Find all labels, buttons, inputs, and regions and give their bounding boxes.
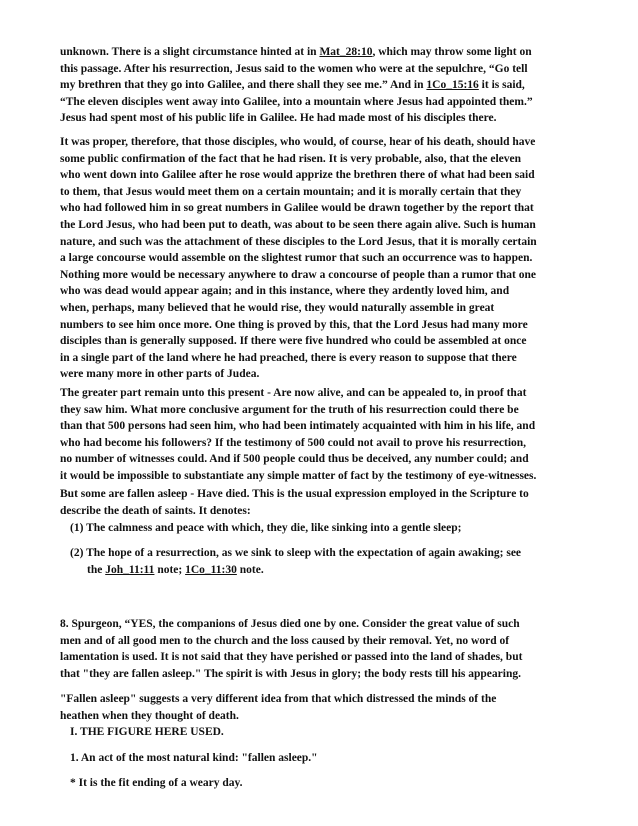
text-run: than that 500 persons had seen him, who had been intimately acquainted with him in his life, and	[60, 420, 536, 433]
text-run: (1) The calmness and peace with which, they die, like sinking into a gentle sleep;	[70, 522, 462, 534]
text-line	[60, 649, 580, 666]
paragraph-spurgeon	[60, 616, 580, 682]
text-run: that "they are fallen asleep." The spirit is with Jesus in glory; the body rests till his appearing.	[60, 667, 521, 680]
text-line	[60, 44, 580, 61]
text-run: a large concourse would assemble on the slightest rumor that such an occurrence was to happen.	[60, 252, 533, 265]
text-line	[60, 418, 580, 435]
text-run: it would be impossible to substantiate any simple matter of fact by the testimony of eye-witnesses.	[60, 469, 537, 482]
text-run: the	[87, 564, 106, 576]
text-line	[60, 333, 580, 350]
bullet-weary-day	[70, 775, 590, 792]
text-run: describe the death of saints. It denotes:	[60, 504, 251, 517]
text-run: disciples than is generally supposed. If there were five hundred who could be assembled at once	[60, 335, 527, 348]
text-line	[60, 616, 580, 633]
text-run: lamentation is used. It is not said that they have perished or passed into the land of shades, but	[60, 651, 523, 664]
text-run: were many more in other parts of Judea.	[60, 368, 260, 381]
scripture-link[interactable]: 1Co_15:16	[426, 79, 479, 92]
text-run: The greater part remain unto this present - Are now alive, and can be appealed to, in proof that	[60, 387, 527, 399]
text-line	[70, 775, 590, 792]
text-line	[60, 691, 580, 708]
text-line	[60, 708, 580, 725]
text-run: (2) The hope of a resurrection, as we sink to sleep with the expectation of again awaking; see	[70, 547, 522, 559]
text-line	[87, 562, 607, 579]
text-line	[60, 200, 580, 217]
text-run: unknown. There is a slight circumstance hinted at in	[60, 46, 320, 58]
text-line	[60, 435, 580, 452]
scripture-link[interactable]: Mat_28:10	[319, 46, 373, 58]
text-run: note.	[236, 564, 264, 576]
text-line	[60, 250, 580, 267]
text-run: who had followed him in so great numbers in Galilee would be drawn together by the report that	[60, 202, 534, 215]
text-line	[70, 750, 590, 767]
text-line	[60, 503, 580, 520]
text-run: my brethren that they go into Galilee, and there shall they see me.” And in	[60, 79, 427, 92]
paragraph-fallen-asleep	[60, 486, 580, 519]
text-line	[70, 724, 590, 741]
text-run: who was dead would appear again; and in this instance, where they ardently loved him, and	[60, 285, 510, 298]
text-line	[60, 151, 580, 168]
text-run: It was proper, therefore, that those disciples, who would, of course, hear of his death, should have	[60, 136, 536, 148]
text-line	[60, 366, 580, 383]
text-run: in a single part of the land where he had preached, there is every reason to suppose that there	[60, 351, 517, 364]
text-line	[60, 267, 580, 284]
text-run: they saw him. What more conclusive argument for the truth of his resurrection could there be	[60, 403, 519, 416]
text-run: 1. An act of the most natural kind: "fallen asleep."	[70, 752, 318, 764]
text-run: * It is the fit ending of a weary day.	[70, 777, 243, 789]
text-run: who had become his followers? If the testimony of 500 could not avail to prove his resurrection,	[60, 436, 527, 449]
section-heading-figure	[70, 724, 590, 741]
text-line	[60, 77, 580, 94]
text-run: “The eleven disciples went away into Galilee, into a mountain where Jesus had appointed them.”	[60, 95, 533, 108]
text-line	[60, 666, 580, 683]
paragraph-galilee	[60, 44, 580, 127]
text-run: the Lord Jesus, who had been put to death, was about to be seen there again alive. Such is human	[60, 218, 536, 231]
text-run: note;	[154, 564, 186, 576]
text-line	[60, 486, 580, 503]
text-run: I. THE FIGURE HERE USED.	[70, 726, 224, 738]
paragraph-greater-part	[60, 385, 580, 485]
text-run: numbers to see him once more. One thing is proved by this, that the Lord Jesus had many more	[60, 318, 528, 331]
text-line	[60, 385, 580, 402]
text-line	[60, 167, 580, 184]
text-run: "Fallen asleep" suggests a very different idea from that which distressed the minds of the	[60, 693, 497, 705]
text-run: Nothing more would be necessary anywhere to draw a concourse of people than a rumor that one	[60, 268, 536, 281]
text-line	[60, 451, 580, 468]
text-run: 8. Spurgeon, “YES, the companions of Jesus died one by one. Consider the great value of such	[60, 618, 520, 630]
text-line	[60, 94, 580, 111]
text-run: this passage. After his resurrection, Jesus said to the women who were at the sepulchre, “Go tell	[60, 62, 528, 75]
text-line	[60, 633, 580, 650]
text-run: heathen when they thought of death.	[60, 709, 239, 722]
paragraph-public-confirmation	[60, 134, 580, 383]
text-run: Jesus had spent most of his public life in Galilee. He had made most of his disciples there.	[60, 112, 497, 125]
subheading-natural-act	[70, 750, 590, 767]
text-line	[60, 317, 580, 334]
text-line	[60, 217, 580, 234]
text-run: no number of witnesses could. And if 500 people could thus be deceived, any number could; and	[60, 453, 529, 466]
text-run: it is said,	[478, 79, 525, 92]
text-line	[60, 300, 580, 317]
text-line	[60, 110, 580, 127]
text-line	[60, 184, 580, 201]
text-line	[60, 234, 580, 251]
text-run: nature, and such was the attachment of these disciples to the Lord Jesus, that it is morally certain	[60, 235, 537, 248]
list-item-1	[70, 520, 590, 537]
text-run: But some are fallen asleep - Have died. This is the usual expression employed in the Scripture to	[60, 488, 529, 500]
text-line	[70, 520, 590, 537]
text-run: to them, that Jesus would meet them on a certain mountain; and it is morally certain that they	[60, 185, 522, 198]
scripture-link[interactable]: Joh_11:11	[105, 564, 155, 576]
text-line	[70, 545, 590, 562]
text-line	[60, 61, 580, 78]
text-run: who went down into Galilee after he rose would apprize the brethren there of what had been said	[60, 169, 535, 182]
list-item-2	[70, 545, 590, 562]
text-run: some public confirmation of the fact that he had risen. It is very probable, also, that the eleven	[60, 152, 522, 165]
scripture-link[interactable]: 1Co_11:30	[185, 564, 237, 576]
paragraph-heathen	[60, 691, 580, 724]
text-run: , which may throw some light on	[372, 46, 532, 58]
text-line	[60, 468, 580, 485]
text-run: men and of all good men to the church and the loss caused by their removal. Yet, no word of	[60, 634, 510, 647]
text-line	[60, 402, 580, 419]
text-run: when, perhaps, many believed that he would rise, they would naturally assemble in great	[60, 301, 495, 314]
text-line	[60, 283, 580, 300]
text-line	[60, 134, 580, 151]
text-line	[60, 350, 580, 367]
list-item-2-continued	[87, 562, 607, 579]
